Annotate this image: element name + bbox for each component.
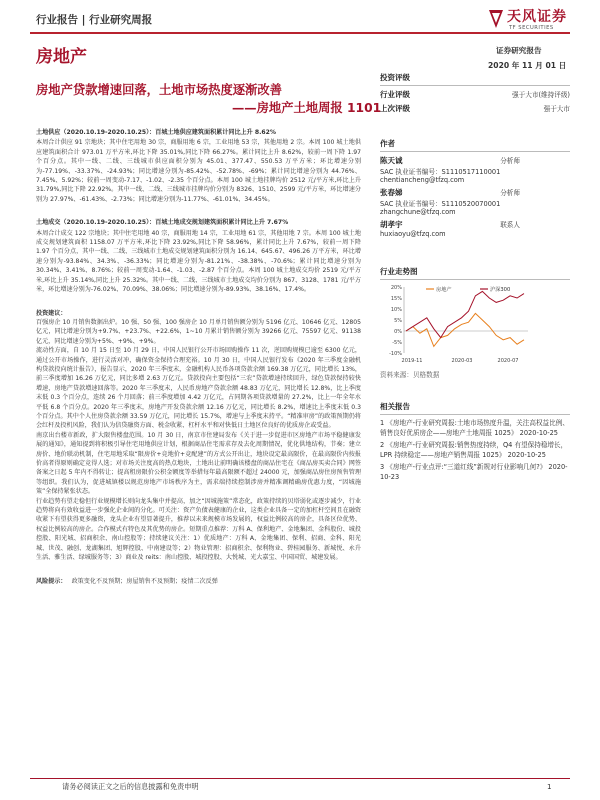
- author-card: [380, 219, 570, 238]
- footer-disclaimer: 请务必阅读正文之后的信息披露和免责申明: [62, 782, 199, 791]
- rating-title: 投资评级: [380, 73, 410, 82]
- logo-mark-icon: [487, 8, 505, 30]
- section-risk: [36, 568, 361, 587]
- x-tick-label: 2020-03: [451, 358, 473, 364]
- series-line: [406, 313, 524, 346]
- section-heading: 土地成交（2020.10.19-2020.10.25）：百城土地成交规划建筑面积累计同比上升 7.67%: [36, 219, 289, 227]
- logo-text-en: TF SECURITIES: [509, 25, 554, 31]
- header-rule: [30, 32, 570, 34]
- x-tick-label: 2019-11: [401, 358, 423, 364]
- legend-label: 房地产: [436, 287, 452, 293]
- prev-rating-label: 上次评级: [380, 104, 410, 113]
- page-number: 1: [547, 782, 552, 791]
- divider: [380, 85, 570, 86]
- report-type: 证券研究报告: [496, 46, 542, 55]
- section-land-supply: [36, 128, 361, 204]
- y-tick-label: 15%: [390, 296, 402, 302]
- prev-rating-value: 强于大市: [543, 105, 570, 113]
- x-tick-label: 2020-07: [497, 358, 519, 364]
- author-name: 陈天诚: [380, 156, 403, 165]
- y-tick-label: 20%: [390, 285, 402, 291]
- author-email[interactable]: zhangchune@tfzq.com: [380, 208, 456, 216]
- related-report[interactable]: 1 《房地产-行业研究周报:土地市场热度升温，关注高权益比例、销售良好优质房企——房地产土地周报 1025》 2020-10-25: [380, 419, 569, 437]
- industry-name: 房地产: [36, 47, 87, 67]
- sidebar: [380, 72, 570, 482]
- section-text: 本周合计供应 91 宗地块；其中住宅用地 30 宗，商服用地 6 宗，工业用地 53 宗，其他用地 2 宗。本周 100 城土地供应建筑面积合计 973.01 万平方米,环比下降 35.01%,同比下降 66.27%。累计同比上升 8.62%，较前一周下降 1.97 个百分点。其中一线、二线、三线城市供应面积分别为 45.01、377.47、550.53 万平方米；环比增速分别为-77.19%、-33.37%、-24.93%；同比增速分别为-85.42%、-52.78%、-69%；累计同比增速分别为 44.76%、7.45%、5.92%；较前一周变动-7.17、-1.02、-2.35 个百分点。本周 100 城土地挂牌均价 2512 元/平方米,环比上升 31.79%,同比下降 22.92%。其中一线、二线、三线城市挂牌均价分别为 8326、1510、2599 元/平方米，环比增速分别为 27.97%、-61.43%、-2.73%；同比增速分别为-11.77%、-61.01%、34.45%。: [36, 139, 361, 203]
- report-subtitle: ——房地产土地周报 1101: [232, 101, 382, 115]
- prev-rating-row: [380, 103, 570, 114]
- y-tick-label: 10%: [390, 307, 402, 313]
- author-email[interactable]: huxiaoyu@tfzq.com: [380, 230, 446, 238]
- section-text: 百强房企 10 月销售数据出炉。10 强、50 强、100 强房企 10 月单月销售额分别为 5196 亿元、10646 亿元、12805 亿元，同比增速分别为+9.7%、+23.7%、+22.6%，1~10 月累计销售额分别为 39266 亿元、75597 亿元、91138 亿元，同比增速分别为+5%、+9%、+9%。 流动性方面，自 10 月 15 日至 10 月 29 日，中国人民银行公开市场回购操作 11 次，逆回购规模已逾至 6300 亿元，通过公开市场操作，进行灵活对冲，确保资金保持合理充裕。10 月 30 日，中国人民银行发布《2020 年三季度金融机构贷款投向统计报告》，报告显示，2020 年三季度末，金融机构人民币各项贷款余额 169.38 万亿元，同比增长 13%，前三季度增加 16.26 万亿元，同比多增 2.63 万亿元。贷款投向主要包括“三农”贷款增速持续回升，绿色贷款保持较快增速，房地产贷款增速回落等。2020 年三季度末，人民币房地产贷款余额 48.83 万亿元，同比增长 12.8%，比上季度末低 0.3 个百分点，连续 26 个月回落；前三季度增加 4.42 万亿元，占同期各项贷款增量的 27.2%，比上一年全年水平低 6.8 个百分点。2020 年三季度末，房地产开发贷款余额 12.16 万亿元，同比增长 8.2%，增速比上季度末低 0.3 个百分点。其中个人住房贷款余额 33.59 万亿元，同比增长 15.7%，增速与上季度末持平。“精准审房”的政策预期仍将会红杆及投机风险，我们认为信贷融资方面、税金收紧、杠杆水平和对快低日土地区位良好的优质房企或受益。 南京出台楼市新政，扩大限售楼盘范围。10 月 30 日，南京市住建局发布《关于进一步促进市区房地产市场平稳健康发展的通知》，通知提到将积极引导住宅用地供应计划，根据商品住宅需求存及去化周期情况，优化供地结构，节奏；建立房价、地价联动机制，住宅用地采取“限房价+竞地价+竞配建”的方式公开出让，地块设定最高限价，在最高限价内按报价高者得原则确定竞得人选；对市场关注度高的热点地块，土地出让前明确该楼盘的商品住宅在《商品房买卖合同》网签备案之日起 5 年内不得转让；提高租房限价公积金额度等举措每年最高限额不超过 24000 元，加强商品房住房预售管理等组织。我们认为，促进城镇楼以规范房地产市场秩序为主，需求端持续控制涉房并精准调精确房优惠力度，“因城施策”全保持紧张状态。 行业趋势有望走稳但行业规模增长则向龙头集中并提高，加之“因城施策”常态化，政策持续的贝塔弱化或逐步减少，行业趋势将向有效收益进一步强化企业间的分化。可关注：资产负债表健康的企业，这类企业具备一定的加杠杆空间且在融资收紧下有望获得更多融资，龙头企业有望显著提升，推荐以未来规模市场发展的，权益比例较高的房企，具备区位优势、权益比例较高的房企。合作模式有特色及其优势的房企。短期重点推荐：万科 A、保利地产、金地集团、金科股份、城投控股、阳光城、招商积余、南山控股等；持续建议关注：1）优质地产：万科 A、金地集团、保利、招商、金科、阳光城、世茂、融创、龙湖集团、旭辉控股、中南建设等；2）物业管理：招商积余、保利物业、碧桂园服务、新城悦、永升生活、雅生活、绿城服务等；3）商业及 reits：南山控股、城投控股、大悦城、光大嘉宝、中国国贸、城建发展。: [36, 318, 361, 562]
- author-role: 分析师: [500, 157, 520, 165]
- chart-title: 行业走势图: [380, 267, 418, 276]
- divider: [380, 151, 570, 152]
- section-land-deal: [36, 218, 361, 294]
- author-name: 张春娣: [380, 188, 403, 197]
- breadcrumb: 行业报告 | 行业研究周报: [36, 14, 153, 26]
- divider: [380, 414, 570, 415]
- trend-chart: [382, 283, 532, 365]
- divider: [380, 279, 570, 280]
- author-role: 联系人: [500, 221, 520, 229]
- industry-rating-row: [380, 89, 570, 100]
- industry-rating-label: 行业评级: [380, 90, 410, 99]
- section-text: 本周合计成交 122 宗地块；其中住宅用地 40 宗，商服用地 14 宗，工业用地 61 宗，其他用地 7 宗。本周 100 城土地成交规划建筑面积 1158.07 万平方米,环比下降 23.92%,同比下降 58.96%，累计同比上升 7.67%，较前一周下降 1.97 个百分点，其中一线、二线、三线城市土地成交规划建筑面积分别为 16.14、645.67、496.26 万平方米，环比增速分别为-93.84%、34.3%、-36.33%；同比增速分别为-81.21%、-38.38%、-70.6%；累计同比增速分别为 30.34%、3.41%、8.76%；较前一周变动-1.64、-1.03、-2.87 个百分点。本周 100 城土地成交均价 2519 元/平方米,环比上升 35.14%,同比上升 25.32%。其中一线、二线、三线城市土地成交均价分别为 867、3128、1781 元/平方米，环比增速分别为-76.02%、70.09%、38.06%；同比增速分别为-89.93%、38.16%、17.4%。: [36, 229, 361, 294]
- y-tick-label: -5%: [392, 340, 402, 346]
- author-email[interactable]: chentiancheng@tfzq.com: [380, 176, 465, 184]
- author-card: [380, 155, 570, 184]
- related-report[interactable]: 2 《房地产-行业研究周报:销售热度持续，Q4 有望保持稳增长，LPR 持续稳定——房地产销售周报 1025》 2020-10-25: [380, 441, 568, 459]
- author-cert: SAC 执业证书编号：S1110520070001: [380, 200, 501, 208]
- author-name: 胡孝宇: [380, 220, 403, 229]
- industry-rating-value: 强于大市(维持评级): [512, 91, 570, 99]
- report-date: 2020 年 11 月 01 日: [488, 61, 567, 70]
- y-tick-label: -10%: [389, 351, 402, 357]
- related-report[interactable]: 3 《房地产-行业点评:“三道红线”新规对行业影响几何?》 2020-10-23: [380, 463, 568, 481]
- section-heading: 土地供应（2020.10.19-2020.10.25）：百城土地供应建筑面积累计同比上升 8.62%: [36, 129, 276, 136]
- legend-label: 沪深300: [490, 287, 511, 293]
- y-tick-label: 5%: [394, 318, 402, 324]
- chart-source: 资料来源：贝格数据: [380, 371, 440, 379]
- y-tick-label: 0%: [394, 329, 402, 335]
- related-title: 相关报告: [380, 402, 410, 411]
- section-text: 政策变化不及预期；房屋销售不及预期；疫情二次反弹: [71, 578, 218, 586]
- section-heading: 投资建议：: [36, 309, 67, 317]
- author-cert: SAC 执业证书编号：S1110517110001: [380, 168, 501, 176]
- logo-text-cn: 天风证券: [507, 9, 567, 25]
- author-role: 分析师: [500, 189, 520, 197]
- section-investment: [36, 309, 361, 563]
- main-content: [36, 128, 361, 587]
- footer-rule: [30, 778, 570, 779]
- section-heading: 风险提示：: [36, 578, 67, 586]
- report-title: 房地产贷款增速回落，土地市场热度逐渐改善: [36, 83, 282, 97]
- authors-title: 作者: [380, 139, 395, 148]
- author-card: [380, 187, 570, 216]
